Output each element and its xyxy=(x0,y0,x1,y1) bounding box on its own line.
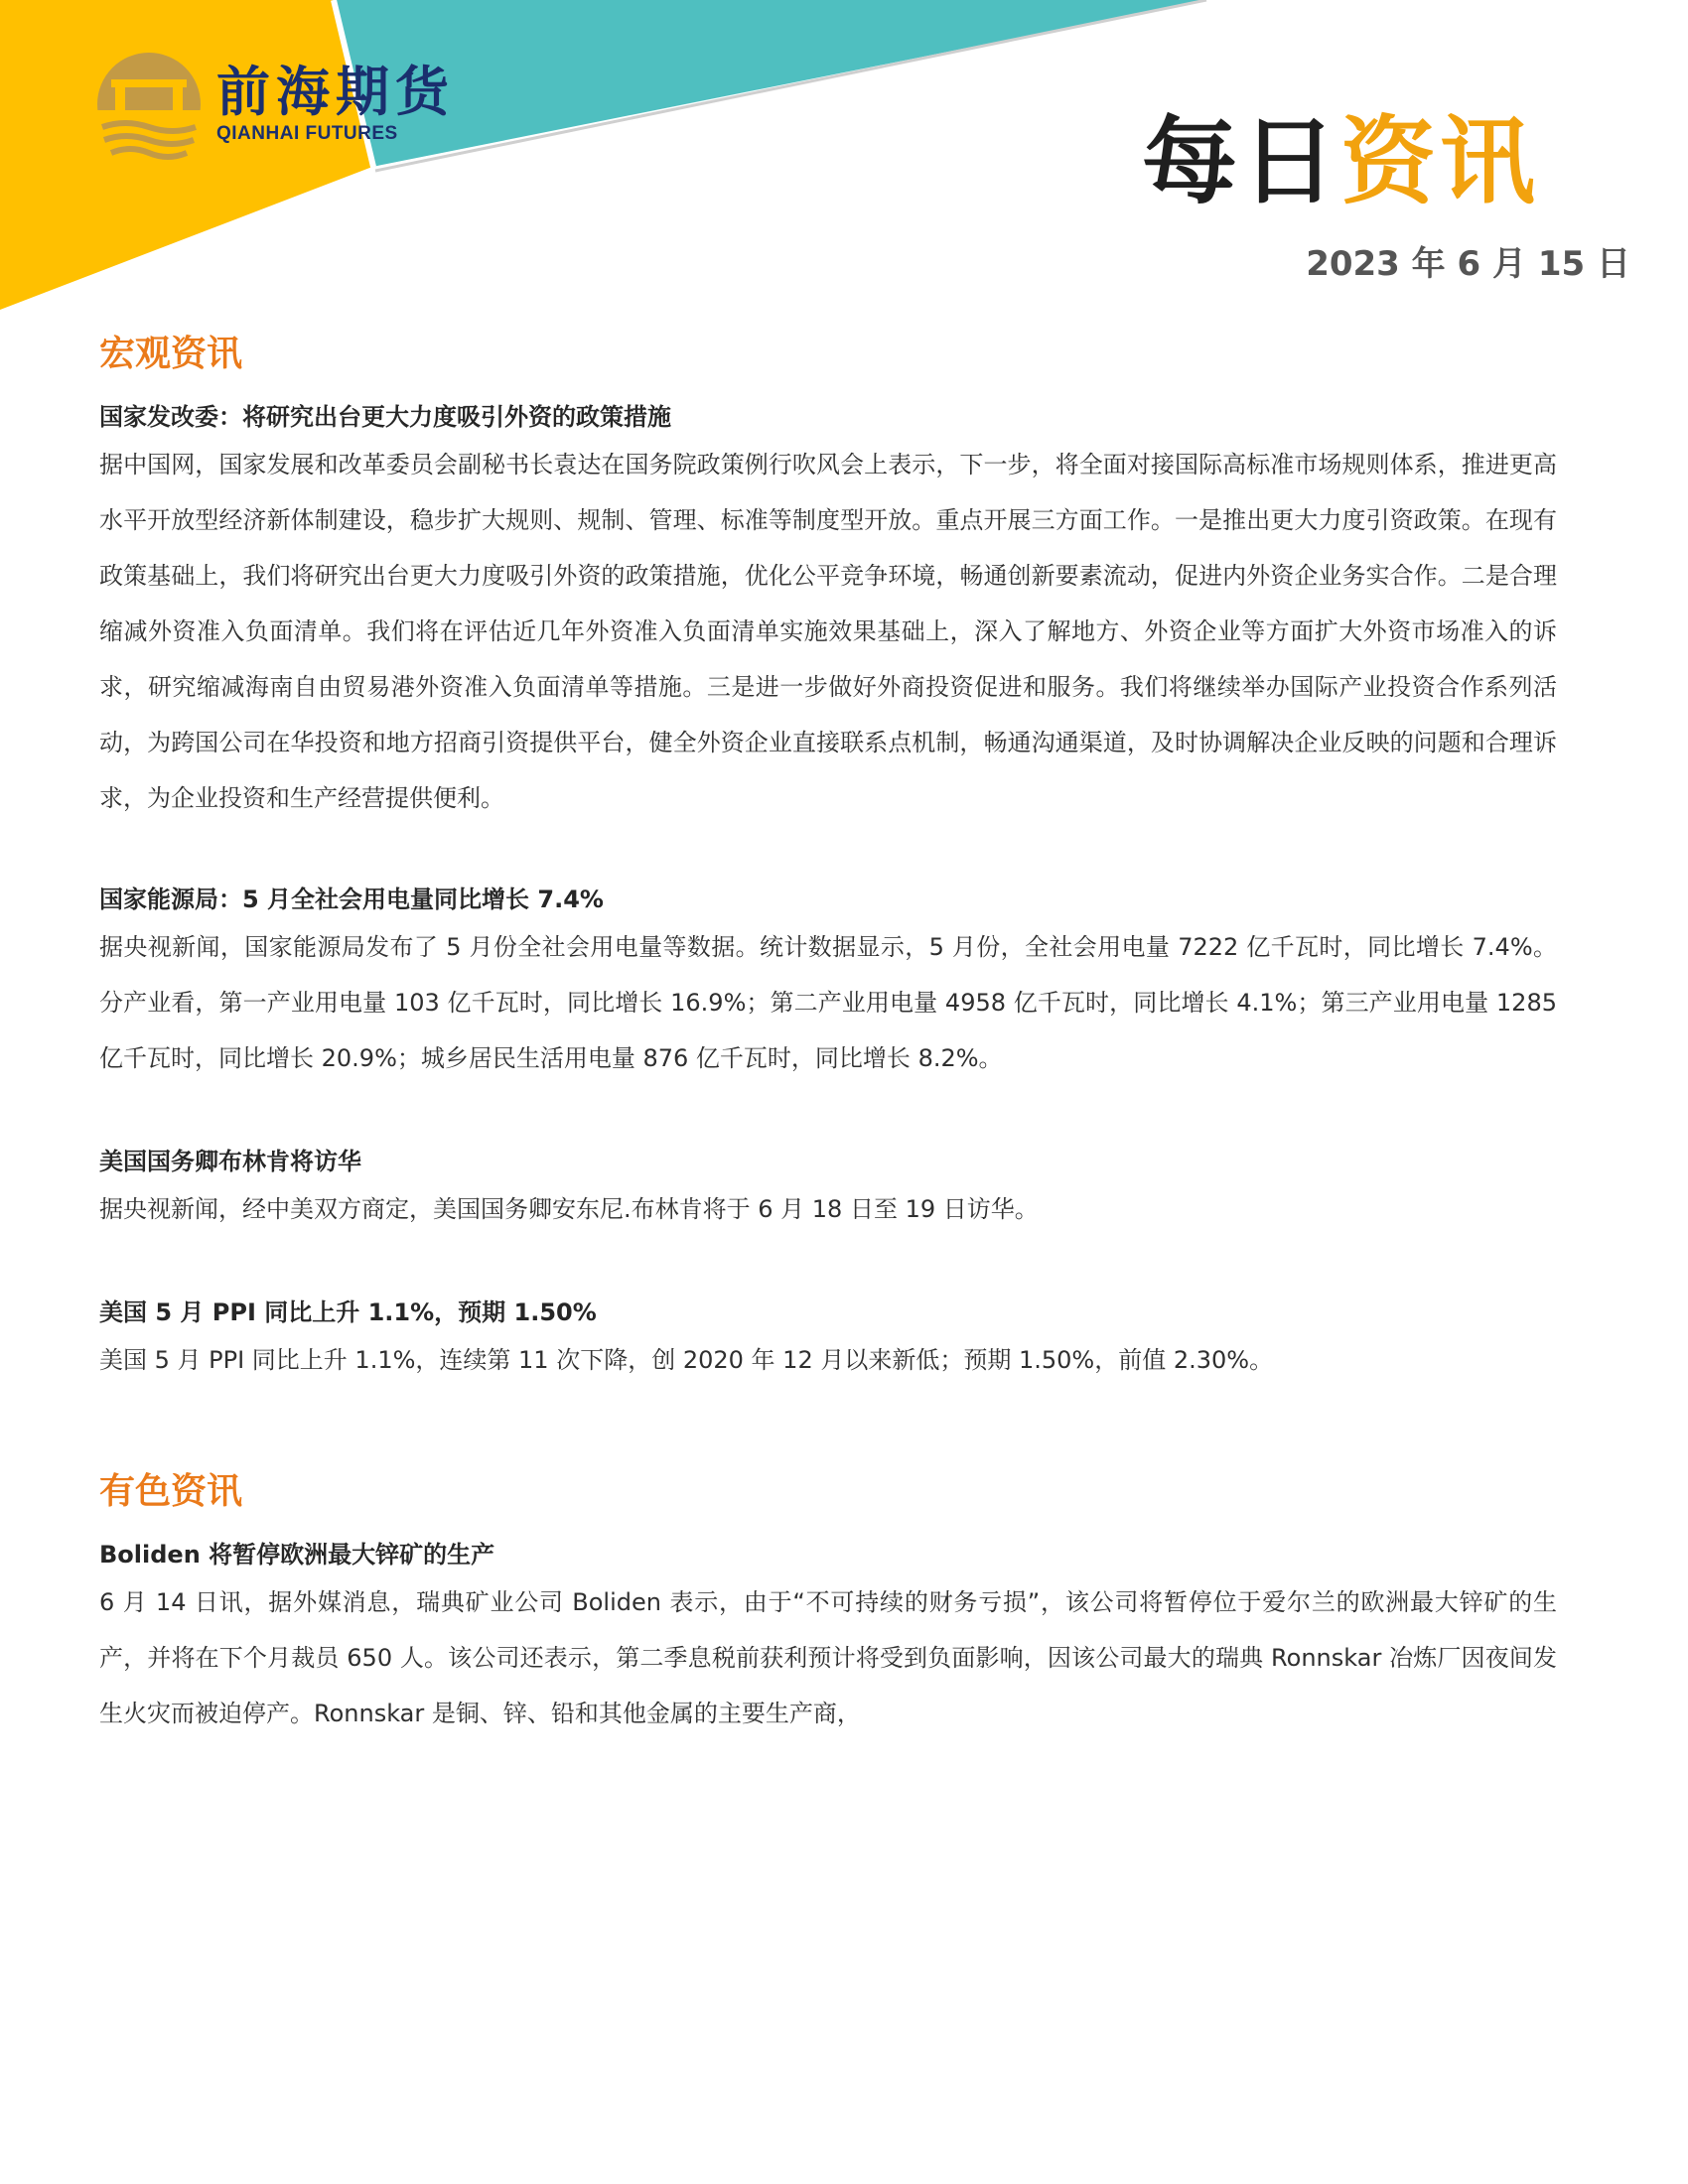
article-body: 据央视新闻，经中美双方商定，美国国务卿安东尼.布林肯将于 6 月 18 日至 19 日访华。 xyxy=(99,1195,1039,1223)
page-title-part1: 每日 xyxy=(1142,106,1340,217)
section-title: 宏观资讯 xyxy=(99,334,243,374)
article-title: 国家发改委：将研究出台更大力度吸引外资的政策措施 xyxy=(99,403,671,431)
page-title-part2: 资讯 xyxy=(1340,106,1539,217)
article-title: 美国 5 月 PPI 同比上升 1.1%，预期 1.50% xyxy=(99,1298,597,1326)
logo xyxy=(216,62,455,145)
article-title: 美国国务卿布林肯将访华 xyxy=(99,1148,361,1175)
content xyxy=(99,330,1557,1741)
section-macro xyxy=(99,330,1557,1388)
article-body: 6 月 14 日讯，据外媒消息，瑞典矿业公司 Boliden 表示，由于“不可持续的财务亏损”，该公司将暂停位于爱尔兰的欧洲最大锌矿的生产，并将在下个月裁员 650 人。该公司还表示，第二季息税前获利预计将受到负面影响，因该公司最大的瑞典 Ronnskar 冶炼厂因夜间发生火灾而被迫停产。Ronnskar 是铜、锌、铅和其他金属的主要生产商， xyxy=(99,1588,1557,1727)
teal-band xyxy=(333,0,1206,167)
logo-icon xyxy=(97,53,201,159)
logo-chinese-name: 前海期货 xyxy=(216,60,455,123)
section-title: 有色资讯 xyxy=(99,1471,243,1512)
article-title: 国家能源局：5 月全社会用电量同比增长 7.4% xyxy=(99,886,604,913)
article-body: 据中国网，国家发展和改革委员会副秘书长袁达在国务院政策例行吹风会上表示，下一步，将全面对接国际高标准市场规则体系，推进更高水平开放型经济新体制建设，稳步扩大规则、规制、管理、标准等制度型开放。重点开展三方面工作。一是推出更大力度引资政策。在现有政策基础上，我们将研究出台更大力度吸引外资的政策措施，优化公平竞争环境，畅通创新要素流动，促进内外资企业务实合作。二是合理缩减外资准入负面清单。我们将在评估近几年外资准入负面清单实施效果基础上，深入了解地方、外资企业等方面扩大外资市场准入的诉求，研究缩减海南自由贸易港外资准入负面清单等措施。三是进一步做好外商投资促进和服务。我们将继续举办国际产业投资合作系列活动，为跨国公司在华投资和地方招商引资提供平台，健全外资企业直接联系点机制，畅通沟通渠道，及时协调解决企业反映的问题和合理诉求，为企业投资和生产经营提供便利。 xyxy=(99,451,1557,812)
logo-english-name: QIANHAI FUTURES xyxy=(216,123,398,144)
article-body: 据央视新闻，国家能源局发布了 5 月份全社会用电量等数据。统计数据显示，5 月份，全社会用电量 7222 亿千瓦时，同比增长 7.4%。分产业看，第一产业用电量 103 亿千瓦时，同比增长 16.9%；第二产业用电量 4958 亿千瓦时，同比增长 4.1%；第三产业用电量 1285 亿千瓦时，同比增长 20.9%；城乡居民生活用电量 876 亿千瓦时，同比增长 8.2%。 xyxy=(99,933,1557,1072)
article-title: Boliden 将暂停欧洲最大锌矿的生产 xyxy=(99,1541,495,1569)
article-body: 美国 5 月 PPI 同比上升 1.1%，连续第 11 次下降，创 2020 年 12 月以来新低；预期 1.50%，前值 2.30%。 xyxy=(99,1346,1274,1374)
section-nonferrous xyxy=(99,1467,1557,1741)
page-date: 2023 年 6 月 15 日 xyxy=(1306,244,1630,284)
page-title xyxy=(1142,107,1539,216)
